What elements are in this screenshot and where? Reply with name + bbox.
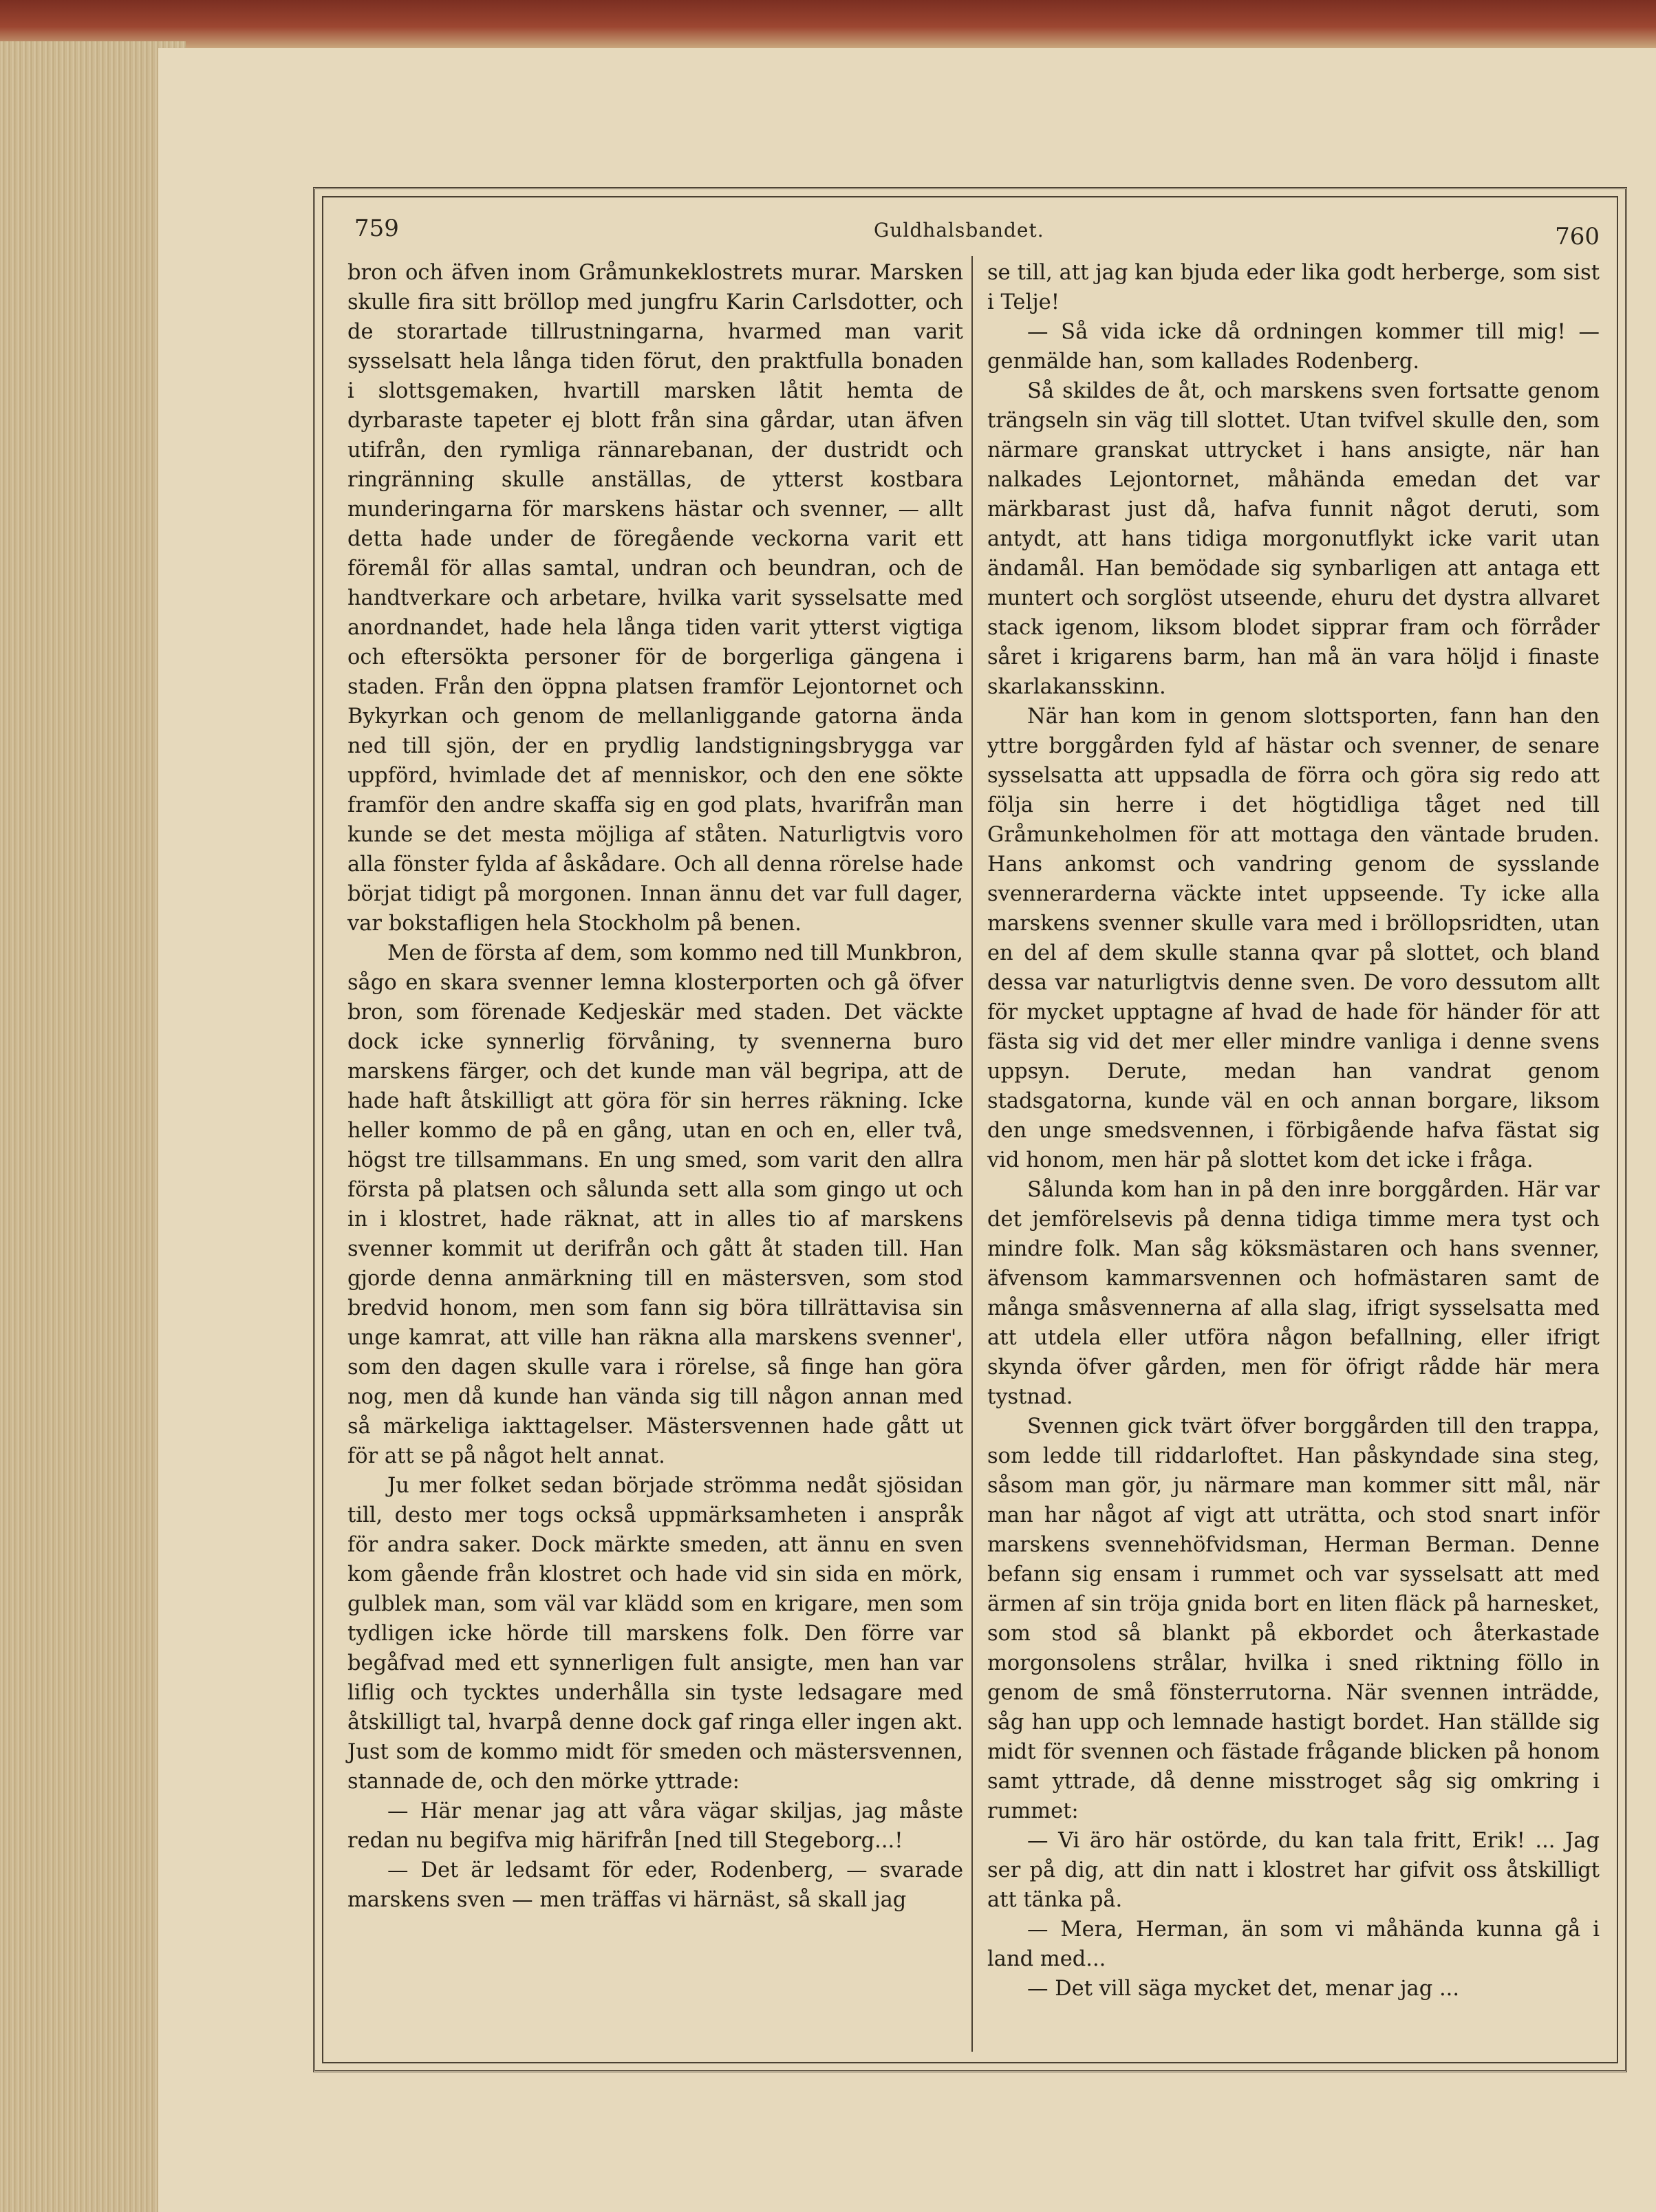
left-column bbox=[347, 258, 963, 1915]
paragraph: — Mera, Herman, än som vi måhända kunna gå i land med... bbox=[987, 1918, 1600, 1971]
paragraph: När han kom in genom slottsporten, fann han den yttre borggården fyld af hästar och svenner, de senare sysselsatta att uppsadla de förra och göra sig redo att följa sin herre i det högtidliga tåget ned till Gråmunkeholmen för att mottaga den väntade bruden. Hans ankomst och vandring genom de sysslande svennerarderna väckte intet uppseende. Ty icke alla marskens svenner skulle vara med i bröllopsridten, utan en del af dem skulle stanna qvar på slottet, och bland dessa var naturligtvis denne sven. De voro dessutom allt för mycket upptagne af hvad de hade för händer för att fästa sig vid det mer eller mindre vanliga i denne svens uppsyn. Derute, medan han vandrat genom stadsgatorna, kunde väl en och annan borgare, liksom den unge smedsvennen, i förbigående hafva fästat sig vid honom, men här på slottet kom det icke i fråga. bbox=[987, 705, 1600, 1172]
book-spine-edge bbox=[0, 0, 1656, 48]
paragraph: — Så vida icke då ordningen kommer till mig! — genmälde han, som kallades Rodenberg. bbox=[987, 320, 1600, 374]
paragraph: bron och äfven inom Gråmunkeklostrets murar. Marsken skulle fira sitt bröllop med jungfru Karin Carlsdotter, och de storartade tillrustningarna, hvarmed man varit sysselsatt hela långa tiden förut, den praktfulla bonaden i slottsgemaken, hvartill marsken låtit hemta de dyrbaraste tapeter ej blott från sina gårdar, utan äfven utifrån, den rymliga rännarebanan, der dustridt och ringränning skulle anställas, de ytterst kostbara munderingarna för marskens hästar och svenner, — allt detta hade under de föregående veckorna varit ett föremål för allas samtal, undran och beundran, och de handtverkare och arbetare, hvilka varit sysselsatte med anordnandet, hade hela långa tiden varit ytterst vigtiga och eftersökta personer för de borgerliga gängena i staden. Från den öppna platsen framför Lejontornet och Bykyrkan och genom de mellanliggande gatorna ända ned till sjön, der en prydlig landstigningsbrygga var uppförd, hvimlade det af menniskor, och den ene sökte framför den andre skaffa sig en god plats, hvarifrån man kunde se det mesta möjliga af ståten. Naturligtvis voro alla fönster fylda af åskådare. Och all denna rörelse hade börjat tidigt på morgonen. Innan ännu det var full dager, var bokstafligen hela Stockholm på benen. bbox=[347, 261, 963, 936]
running-title: Guldhalsbandet. bbox=[874, 219, 1044, 241]
paragraph: Så skildes de åt, och marskens sven fortsatte genom trängseln sin väg till slottet. Utan tvifvel skulle den, som närmare granskat uttrycket i hans ansigte, när han nalkades Lejontornet, måhända emedan det var märkbarast just då, hafva funnit något deruti, som antydt, att hans tidiga morgonutflykt icke varit utan ändamål. Han bemödade sig synbarligen att antaga ett muntert och sorglöst utseende, ehuru det dystra allvaret stack igenom, liksom blodet sipprar fram och förråder såret i krigarens barm, han må än vara höljd i finaste skarlakansskinn. bbox=[987, 379, 1600, 699]
page-number-left: 759 bbox=[354, 215, 399, 242]
paragraph: Ju mer folket sedan började strömma nedåt sjösidan till, desto mer togs också uppmärksamheten i anspråk för andra saker. Dock märkte smeden, att ännu en sven kom gående från klostret och hade vid sin sida en mörk, gulblek man, som väl var klädd som en krigare, men som tydligen icke hörde till marskens folk. Den förre var begåfvad med ett synnerligen fult ansigte, men han var liflig och tycktes underhålla sin tyste ledsagare med åtskilligt tal, hvarpå denne dock gaf ringa eller ingen akt. Just som de kommo midt för smeden och mästersvennen, stannade de, och den mörke yttrade: bbox=[347, 1474, 963, 1794]
paragraph: se till, att jag kan bjuda eder lika godt herberge, som sist i Telje! bbox=[987, 261, 1600, 314]
paragraph: — Vi äro här ostörde, du kan tala fritt, Erik! ... Jag ser på dig, att din natt i klostret har gifvit oss åtskilligt att tänka på. bbox=[987, 1829, 1600, 1912]
page-number-right: 760 bbox=[1555, 223, 1600, 250]
paragraph: — Det är ledsamt för eder, Rodenberg, — svarade marskens sven — men träffas vi härnäst, så skall jag bbox=[347, 1858, 963, 1912]
paragraph: Svennen gick tvärt öfver borggården till den trappa, som ledde till riddarloftet. Han påskyndade sina steg, såsom man gör, ju närmare man kommer sitt mål, när man har något af vigt att uträtta, och stod snart inför marskens svennehöfvidsman, Herman Berman. Denne befann sig ensam i rummet och var sysselsatt att med ärmen af sin tröja gnida bort en liten fläck på harnesket, som stod så blankt på ekbordet och återkastade morgonsolens strålar, hvilka i sned riktning föllo in genom de små fönsterrutorna. När svennen inträdde, såg han upp och lemnade hastigt bordet. Han ställde sig midt för svennen och fästade frågande blicken på honom samt yttrade, då denne misstroget såg sig omkring i rummet: bbox=[987, 1415, 1600, 1823]
paragraph: Men de första af dem, som kommo ned till Munkbron, sågo en skara svenner lemna klosterporten och gå öfver bron, som förenade Kedjeskär med staden. Det väckte dock icke synnerlig förvåning, ty svennerna buro marskens färger, och det kunde man väl begripa, att de hade haft åtskilligt att göra för sin herres räkning. Icke heller kommo de på en gång, utan en och en, eller två, högst tre tillsammans. En ung smed, som varit den allra första på platsen och sålunda sett alla som gingo ut och in i klostret, hade räknat, att in alles tio af marskens svenner kommit ut derifrån och gått åt staden till. Han gjorde denna anmärkning till en mästersven, som stod bredvid honom, men som fann sig böra tillrättavisa sin unge kamrat, att ville han räkna alla marskens svenner', som den dagen skulle vara i rörelse, så finge han göra nog, men då kunde han vända sig till någon annan med så märkeliga iakttagelser. Mästersvennen hade gått ut för att se på något helt annat. bbox=[347, 941, 963, 1468]
paragraph: — Det vill säga mycket det, menar jag ... bbox=[1027, 1977, 1460, 2001]
paragraph: Sålunda kom han in på den inre borggården. Här var det jemförelsevis på denna tidiga timme mera tyst och mindre folk. Man såg köksmästaren och hans svenner, äfvensom kammarsvennen och hofmästaren samt de många småsvennerna af alla slag, ifrigt sysselsatta med att utdela eller utföra någon befallning, eller ifrigt skynda öfver gården, men för öfrigt rådde här mera tystnad. bbox=[987, 1178, 1600, 1409]
paragraph: — Här menar jag att våra vägar skiljas, jag måste redan nu begifva mig härifrån [ned till Stegeborg...! bbox=[347, 1799, 963, 1853]
right-column bbox=[987, 258, 1600, 2004]
column-divider bbox=[971, 256, 973, 2052]
running-header bbox=[354, 215, 1600, 249]
